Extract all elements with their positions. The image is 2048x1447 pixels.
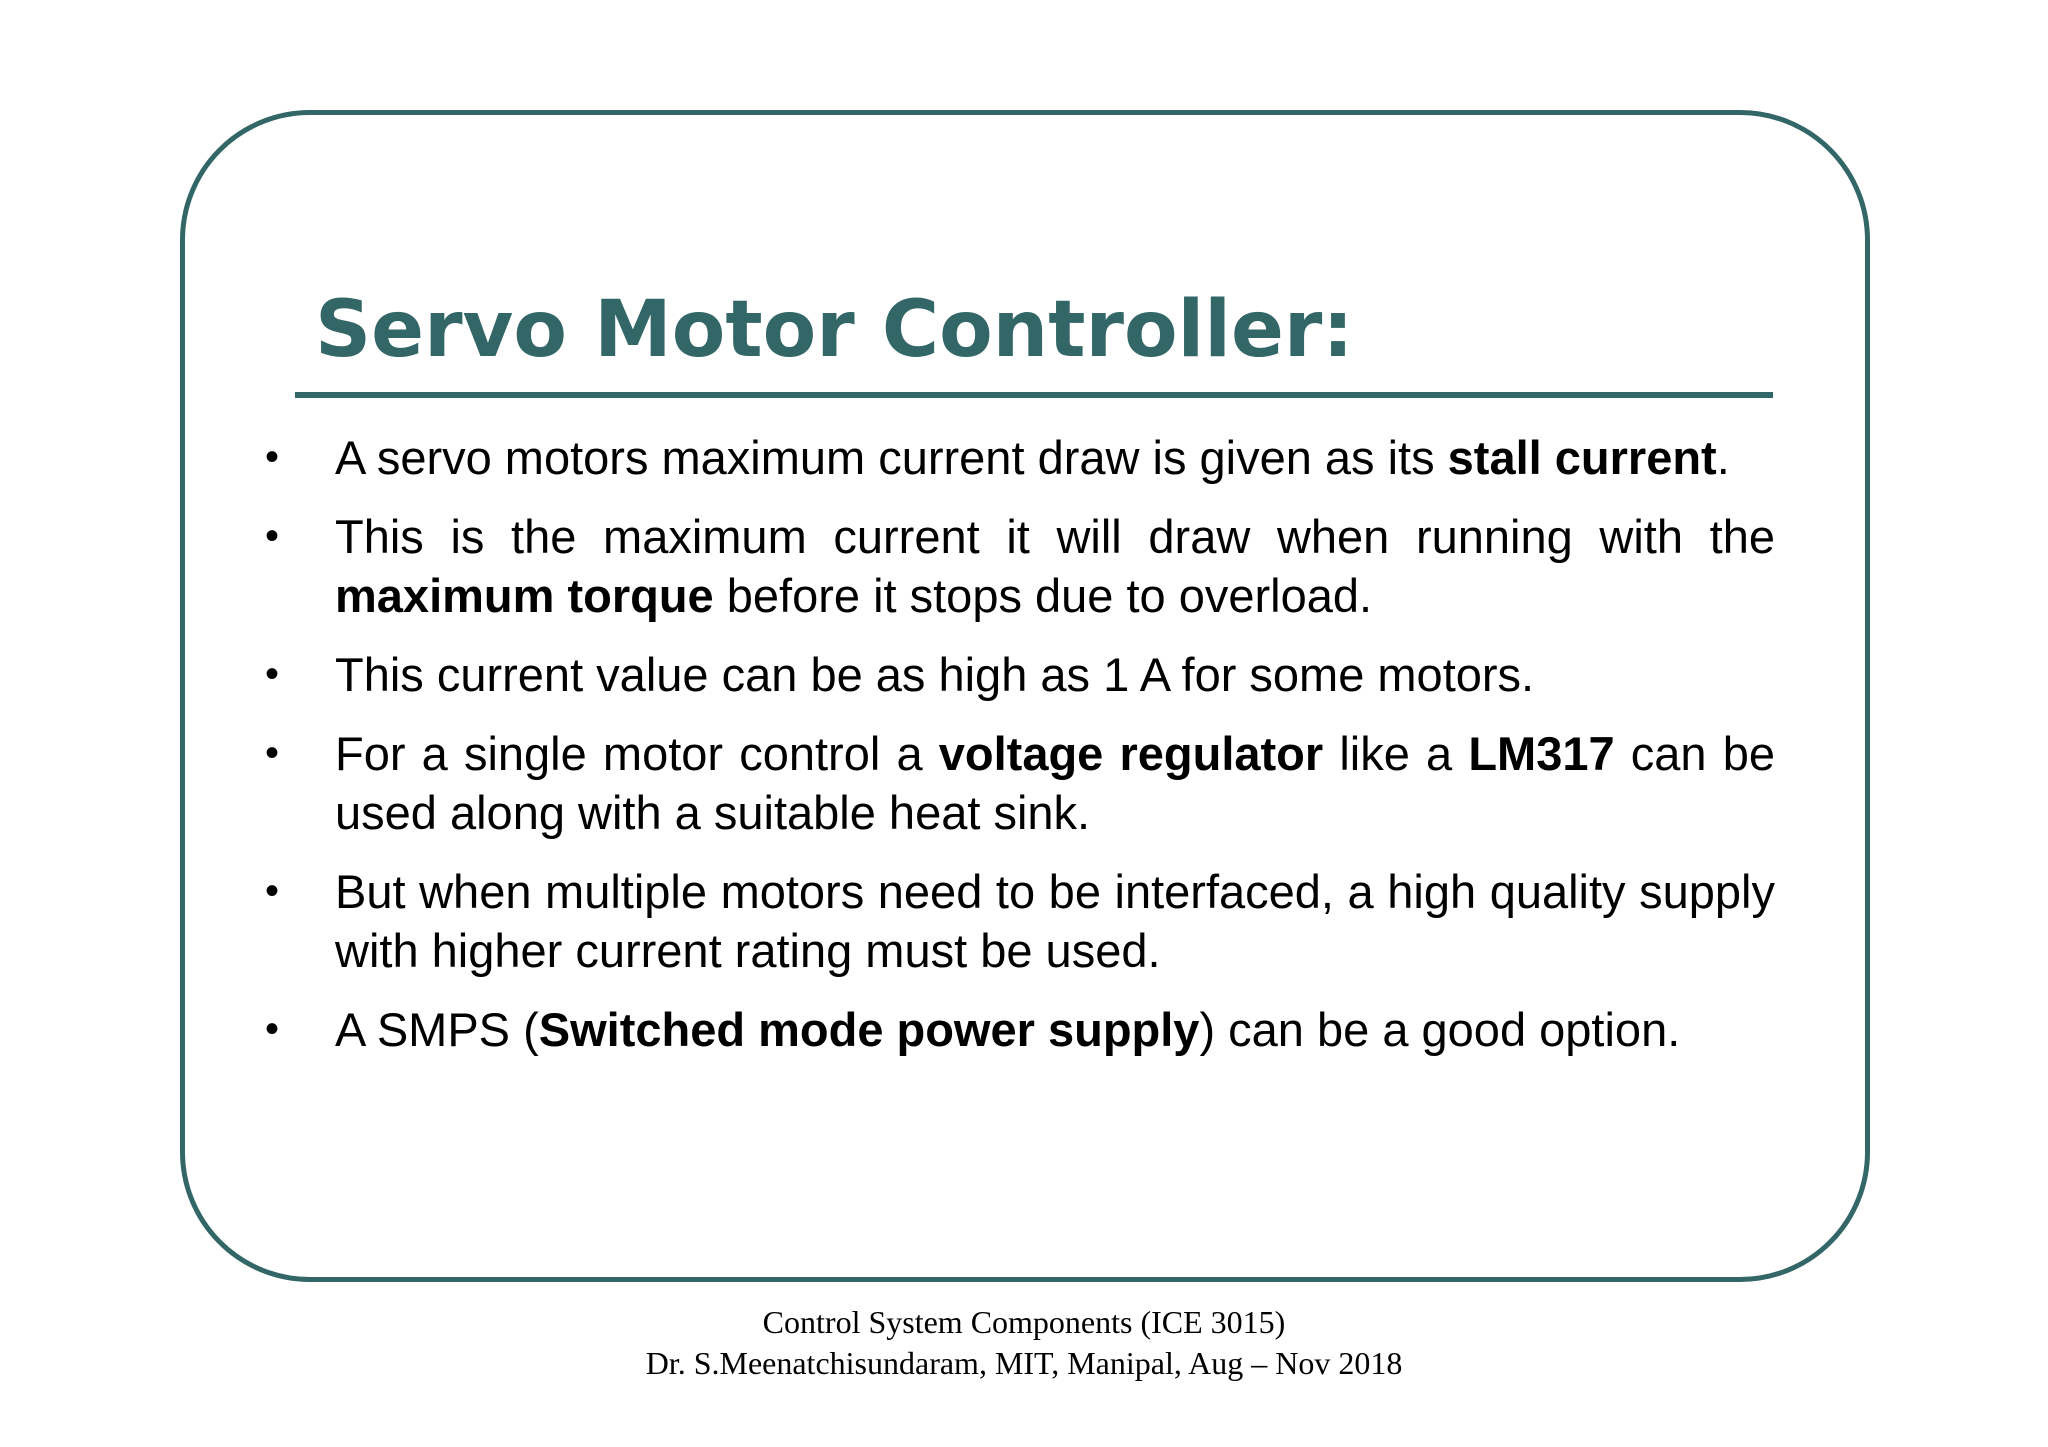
bullet-item [265, 862, 1775, 980]
text-segment: A servo motors maximum current draw is given as its [335, 431, 1448, 484]
text-segment: can be used along with a suitable heat sink. [335, 727, 1775, 839]
bold-text: voltage regulator [938, 727, 1324, 780]
bold-text: LM317 [1468, 727, 1615, 780]
bullet-icon: • [265, 869, 280, 913]
slide-footer [0, 1302, 2048, 1384]
bullet-text [335, 865, 1775, 977]
bullet-text [335, 431, 1730, 484]
bullet-text [335, 727, 1775, 839]
bold-text: stall current [1447, 431, 1717, 484]
text-segment: before it stops due to overload. [713, 569, 1373, 622]
bullet-icon: • [265, 514, 280, 558]
title-underline [295, 392, 1773, 398]
text-segment: This is the maximum current it will draw when running with the [335, 510, 1775, 563]
text-segment: like a [1323, 727, 1469, 780]
text-segment: A SMPS ( [335, 1003, 539, 1056]
footer-course: Control System Components (ICE 3015) [762, 1304, 1286, 1340]
bullet-item [265, 1000, 1775, 1059]
text-segment: . [1716, 431, 1730, 484]
bullet-icon: • [265, 435, 280, 479]
text-segment: For a single motor control a [335, 727, 939, 780]
text-segment: ) can be a good option. [1199, 1003, 1681, 1056]
bullet-item [265, 507, 1775, 625]
bullet-icon: • [265, 1007, 280, 1051]
text-segment: This current value can be as high as 1 A for some motors. [335, 648, 1535, 701]
bold-text: Switched mode power supply [538, 1003, 1200, 1056]
text-segment: But when multiple motors need to be interfaced, a high quality supply with higher current rating must be used. [335, 865, 1775, 977]
bullet-item [265, 724, 1775, 842]
bullet-list [265, 428, 1775, 1079]
bullet-icon: • [265, 731, 280, 775]
bullet-icon: • [265, 652, 280, 696]
bullet-text [335, 1003, 1680, 1056]
bullet-text [335, 510, 1775, 622]
bullet-text [335, 648, 1534, 701]
bold-text: maximum torque [335, 569, 714, 622]
bullet-item [265, 645, 1775, 704]
footer-author: Dr. S.Meenatchisundaram, MIT, Manipal, Aug – Nov 2018 [645, 1345, 1403, 1381]
slide-title: Servo Motor Controller: [315, 285, 1354, 375]
bullet-item [265, 428, 1775, 487]
